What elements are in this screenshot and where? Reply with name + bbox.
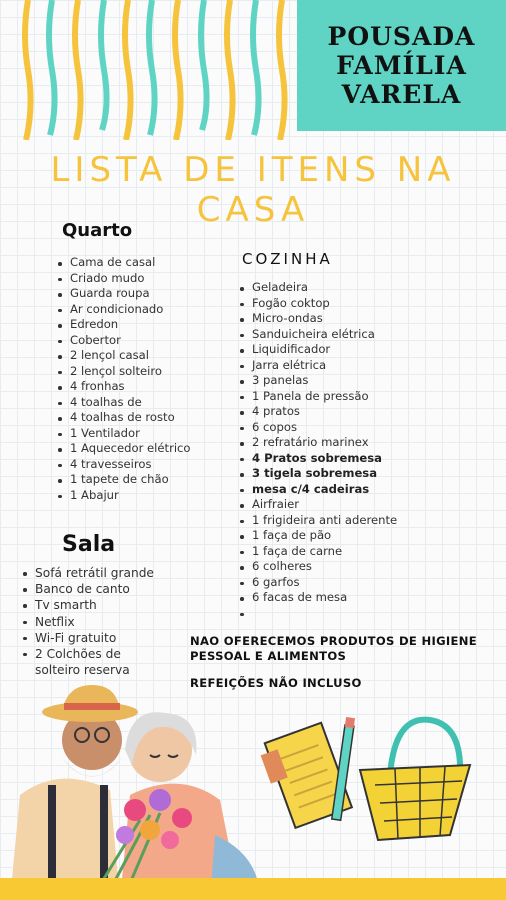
brand-line-3: VARELA (341, 80, 462, 109)
list-item: Netflix (22, 614, 165, 630)
man-illustration (10, 685, 138, 900)
list-item: 1 tapete de chão (57, 472, 191, 488)
list-item: 4 fronhas (57, 379, 191, 395)
list-item: 1 Aquecedor elétrico (57, 441, 191, 457)
list-item: 1 Ventilador (57, 426, 191, 442)
list-item: 3 tigela sobremesa (239, 466, 397, 482)
list-item: Criado mudo (57, 271, 191, 287)
decorative-stripes (0, 0, 300, 140)
list-item: Cobertor (57, 333, 191, 349)
illustration-elderly-couple-notepad-basket (0, 685, 506, 900)
list-item: 1 Abajur (57, 488, 191, 504)
list-quarto (57, 255, 191, 503)
basket-icon (360, 720, 470, 840)
notice-no-meals: REFEIÇÕES NÃO INCLUSO (190, 676, 362, 690)
list-item: 4 Pratos sobremesa (239, 451, 397, 467)
list-item: Geladeira (239, 280, 397, 296)
footer-bar (0, 878, 506, 900)
list-item: 4 toalhas de (57, 395, 191, 411)
list-item: Airfraier (239, 497, 397, 513)
list-item: Sofá retrátil grande (22, 565, 165, 581)
list-item: 4 pratos (239, 404, 397, 420)
page-title: LISTA DE ITENS NA CASA (50, 150, 456, 230)
list-item: Guarda roupa (57, 286, 191, 302)
brand-line-2: FAMÍLIA (336, 51, 467, 80)
section-heading-cozinha: COZINHA (242, 250, 333, 268)
list-item: mesa c/4 cadeiras (239, 482, 397, 498)
brand-line-1: POUSADA (327, 22, 476, 51)
list-item: Ar condicionado (57, 302, 191, 318)
list-item: Micro-ondas (239, 311, 397, 327)
list-item: Tv smarth (22, 597, 165, 613)
list-item: Liquidificador (239, 342, 397, 358)
list-item-empty (239, 606, 397, 622)
section-heading-quarto: Quarto (62, 220, 133, 241)
list-item: Jarra elétrica (239, 358, 397, 374)
list-item: 1 faça de pão (239, 528, 397, 544)
list-item: 2 lençol solteiro (57, 364, 191, 380)
list-item: Edredon (57, 317, 191, 333)
list-item: Cama de casal (57, 255, 191, 271)
list-item: 2 lençol casal (57, 348, 191, 364)
list-item: Wi-Fi gratuito (22, 630, 165, 646)
list-item: 6 garfos (239, 575, 397, 591)
list-item: 6 facas de mesa (239, 590, 397, 606)
list-item: 6 colheres (239, 559, 397, 575)
notice-no-products: NAO OFERECEMOS PRODUTOS DE HIGIENE PESSOAL E ALIMENTOS (190, 634, 477, 663)
list-item: 6 copos (239, 420, 397, 436)
brand-box (297, 0, 506, 131)
list-item: Sanduicheira elétrica (239, 327, 397, 343)
list-item: 4 travesseiros (57, 457, 191, 473)
list-item: 1 frigideira anti aderente (239, 513, 397, 529)
list-item: Banco de canto (22, 581, 165, 597)
list-item: 4 toalhas de rosto (57, 410, 191, 426)
list-item: 1 Panela de pressão (239, 389, 397, 405)
list-cozinha (239, 280, 397, 621)
list-item: Fogão coktop (239, 296, 397, 312)
list-item: 2 refratário marinex (239, 435, 397, 451)
section-heading-sala: Sala (62, 532, 116, 557)
list-sala (22, 565, 165, 678)
list-item: 1 faça de carne (239, 544, 397, 560)
list-item: 3 panelas (239, 373, 397, 389)
list-item: 2 Colchões de solteiro reserva (22, 646, 165, 678)
